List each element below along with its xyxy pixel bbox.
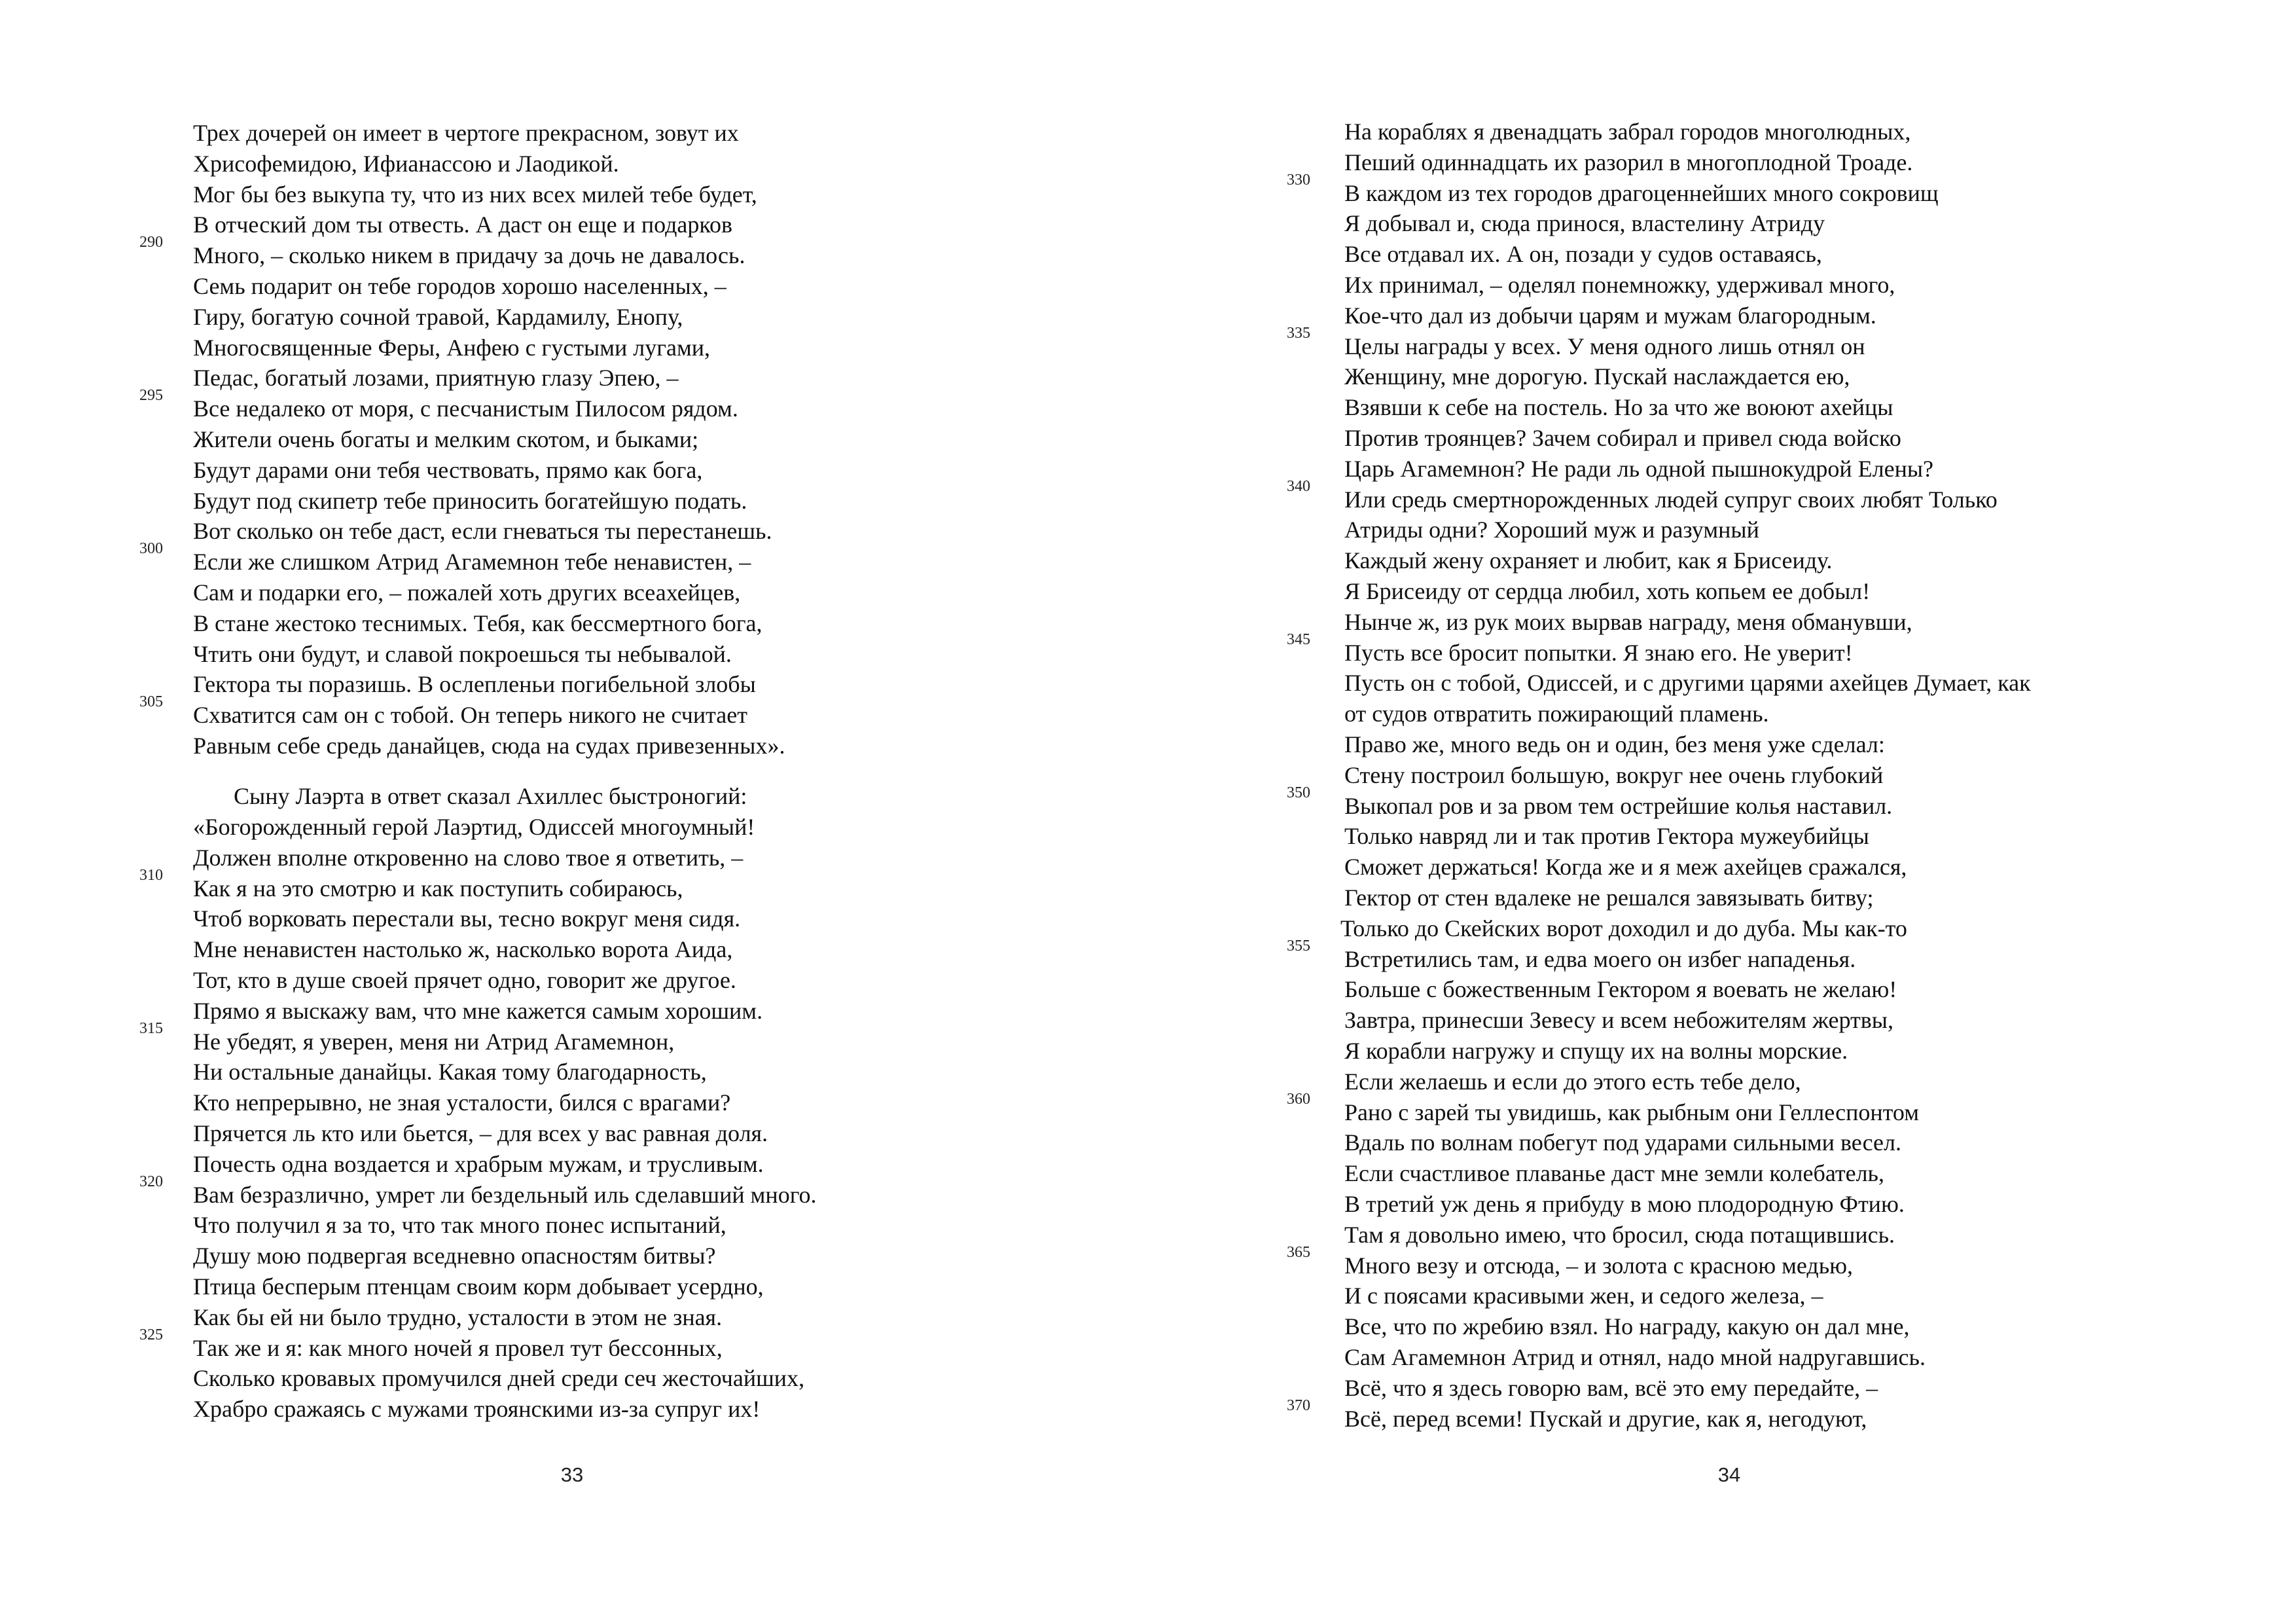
verse-line: Против троянцев? Зачем собирал и привел сюда войско [1344,425,1901,451]
page-number: 33 [560,1463,584,1486]
verse-line: Гектора ты поразишь. В ослепленьи погибельной злобы [193,671,756,698]
verse-line: Педас, богатый лозами, приятную глазу Эпею, – [193,365,679,392]
verse-line: Вдаль по волнам побегут под ударами сильными весел. [1344,1129,1901,1156]
verse-line: Кое-что дал из добычи царям и мужам благородным. [1344,302,1876,329]
verse-line: Там я довольно имею, что бросил, сюда потащившись. [1344,1221,1895,1248]
line-number: 330 [1287,171,1310,189]
verse-line: Если же слишком Атрид Агамемнон тебе ненавистен, – [193,549,751,575]
line-number: 355 [1287,937,1310,955]
line-number: 335 [1287,324,1310,342]
line-number: 350 [1287,784,1310,801]
verse-line: Почесть одна воздается и храбрым мужам, и трусливым. [193,1150,764,1177]
verse-line: Много везу и отсюда, – и золота с красною медью, [1344,1252,1854,1279]
line-number: 300 [139,540,163,558]
verse-line: Я корабли нагружу и спущу их на волны морские. [1344,1038,1848,1064]
line-number: 360 [1287,1090,1310,1108]
verse-line: Ни остальные данайцы. Какая тому благодарность, [193,1059,707,1085]
verse-line: Пусть все бросит попытки. Я знаю его. Не уверит! [1344,639,1853,666]
verse-line: Выкопал ров и за рвом тем острейшие колья наставил. [1344,792,1893,819]
verse-line: Пусть он с тобой, Одиссей, и с другими царями ахейцев Думает, как [1344,670,2031,697]
verse-line: В третий уж день я прибуду в мою плодородную Фтию. [1344,1191,1905,1217]
verse-line: Или средь смертнорожденных людей супруг своих любят Только [1344,486,1998,513]
verse-line: Хрисофемидою, Ифианассою и Лаодикой. [193,150,619,177]
line-number: 345 [1287,630,1310,648]
verse-line: Будут дарами они тебя чествовать, прямо как бога, [193,456,703,483]
verse-line: Прячется ль кто или бьется, – для всех у вас равная доля. [193,1120,768,1147]
verse-line: Чтоб ворковать перестали вы, тесно вокруг меня сидя. [193,905,741,932]
verse-line: Их принимал, – оделял понемножку, удерживал много, [1344,272,1895,298]
verse-line: В стане жестоко теснимых. Тебя, как бессмертного бога, [193,610,762,636]
verse-line: Сможет держаться! Когда же и я меж ахейцев сражался, [1344,854,1907,881]
verse-line: Много, – сколько никем в придачу за дочь не давалось. [193,242,745,269]
line-number: 320 [139,1173,163,1190]
verse-line: Я добывал и, сюда принося, властелину Атриду [1344,210,1825,237]
verse-line: Только до Скейских ворот доходил и до дуба. Мы как-то [1340,915,1907,941]
verse-line: Все, что по жребию взял. Но награду, какую он дал мне, [1344,1313,1910,1340]
verse-line: от судов отвратить пожирающий пламень. [1344,701,1769,727]
verse-line: Больше с божественным Гектором я воевать не желаю! [1344,976,1897,1003]
verse-line: Сыну Лаэрта в ответ сказал Ахиллес быстроногий: [234,783,747,810]
verse-line: Царь Агамемнон? Не ради ль одной пышнокудрой Елены? [1344,455,1934,482]
line-number: 295 [139,387,163,405]
verse-line: Гиру, богатую сочной травой, Кардамилу, Енопу, [193,303,683,330]
verse-line: Встретились там, и едва моего он избег нападенья. [1344,945,1856,972]
line-number: 340 [1287,477,1310,495]
verse-line: Всё, что я здесь говорю вам, всё это ему передайте, – [1344,1374,1878,1401]
verse-line: Тот, кто в душе своей прячет одно, говорит же другое. [193,967,736,994]
verse-line: Мог бы без выкупа ту, что из них всех милей тебе будет, [193,181,757,208]
verse-line: Пеший одиннадцать их разорил в многоплодной Троаде. [1344,149,1913,175]
verse-line: Прямо я выскажу вам, что мне кажется самым хорошим. [193,997,763,1024]
verse-line: Стену построил большую, вокруг нее очень глубокий [1344,761,1884,788]
verse-line: Душу мою подвергая вседневно опасностям битвы? [193,1243,716,1269]
line-number: 315 [139,1019,163,1037]
verse-line: На кораблях я двенадцать забрал городов многолюдных, [1344,119,1911,145]
verse-line: Жители очень богаты и мелким скотом, и быками; [193,426,699,452]
verse-line: «Богорожденный герой Лаэртид, Одиссей многоумный! [193,814,755,841]
verse-line: Если счастливое плаванье даст мне земли колебатель, [1344,1160,1884,1187]
verse-line: Каждый жену охраняет и любит, как я Брисеиду. [1344,547,1833,574]
verse-line: Женщину, мне дорогую. Пускай наслаждается ею, [1344,363,1850,390]
verse-line: Нынче ж, из рук моих вырвав награду, меня обманувши, [1344,608,1912,635]
verse-line: Должен вполне откровенно на слово твое я ответить, – [193,844,744,871]
verse-line: Трех дочерей он имеет в чертоге прекрасном, зовут их [193,120,739,146]
verse-line: Так же и я: как много ночей я провел тут бессонных, [193,1334,723,1361]
verse-line: Кто непрерывно, не зная усталости, бился с врагами? [193,1089,731,1116]
verse-line: В отческий дом ты отвесть. А даст он еще и подарков [193,211,733,238]
verse-line: Не убедят, я уверен, меня ни Атрид Агамемнон, [193,1028,675,1055]
verse-line: Право же, много ведь он и один, без меня уже сделал: [1344,731,1885,757]
verse-line: Что получил я за то, что так много понес испытаний, [193,1212,726,1239]
page-number: 34 [1717,1463,1741,1486]
verse-line: Целы награды у всех. У меня одного лишь отнял он [1344,333,1865,359]
verse-line: Всё, перед всеми! Пускай и другие, как я, негодуют, [1344,1405,1867,1432]
right-page [1148,0,2296,1623]
verse-line: Многосвященные Феры, Анфею с густыми лугами, [193,334,711,361]
verse-line: Вот сколько он тебе даст, если гневаться ты перестанешь. [193,518,772,545]
line-number: 370 [1287,1396,1310,1414]
verse-line: Все недалеко от моря, с песчанистым Пилосом рядом. [193,395,738,422]
verse-line: Вам безразлично, умрет ли бездельный иль сделавший много. [193,1181,817,1208]
verse-line: Птица бесперым птенцам своим корм добывает усердно, [193,1273,764,1300]
verse-line: Чтить они будут, и славой покроешься ты небывалой. [193,640,732,667]
verse-line: Все отдавал их. А он, позади у судов оставаясь, [1344,241,1822,268]
verse-line: Как я на это смотрю и как поступить собираюсь, [193,875,683,902]
verse-line: Гектор от стен вдалеке не решался завязывать битву; [1344,884,1874,911]
verse-line: Только навряд ли и так против Гектора мужеубийцы [1344,823,1869,850]
verse-line: Семь подарит он тебе городов хорошо населенных, – [193,273,726,299]
verse-line: Сколько кровавых промучился дней среди сеч жесточайших, [193,1365,805,1392]
verse-line: Равным себе средь данайцев, сюда на судах привезенных». [193,733,785,759]
line-number: 310 [139,866,163,884]
line-number: 325 [139,1326,163,1343]
verse-line: Атриды одни? Хороший муж и разумный [1344,517,1759,543]
verse-line: Я Брисеиду от сердца любил, хоть копьем ее добыл! [1344,578,1871,604]
verse-line: В каждом из тех городов драгоценнейших много сокровищ [1344,179,1939,206]
verse-line: Сам Агамемнон Атрид и отнял, надо мной надругавшись. [1344,1344,1926,1370]
verse-line: Мне ненавистен настолько ж, насколько ворота Аида, [193,936,733,963]
verse-line: Рано с зарей ты увидишь, как рыбным они Геллеспонтом [1344,1099,1919,1125]
verse-line: Храбро сражаясь с мужами троянскими из-за супруг их! [193,1396,761,1423]
verse-line: Схватится сам он с тобой. Он теперь никого не считает [193,702,747,729]
verse-line: Сам и подарки его, – пожалей хоть других всеахейцев, [193,579,741,606]
verse-line: Будут под скипетр тебе приносить богатейшую подать. [193,487,747,514]
verse-line: И с поясами красивыми жен, и седого железа, – [1344,1283,1823,1309]
verse-line: Завтра, принесши Зевесу и всем небожителям жертвы, [1344,1007,1893,1034]
line-number: 365 [1287,1243,1310,1261]
verse-line: Взявши к себе на постель. Но за что же воюют ахейцы [1344,394,1893,421]
verse-line: Если желаешь и если до этого есть тебе дело, [1344,1068,1801,1095]
verse-line: Как бы ей ни было трудно, усталости в этом не зная. [193,1304,723,1330]
line-number: 290 [139,234,163,251]
line-number: 305 [139,693,163,711]
